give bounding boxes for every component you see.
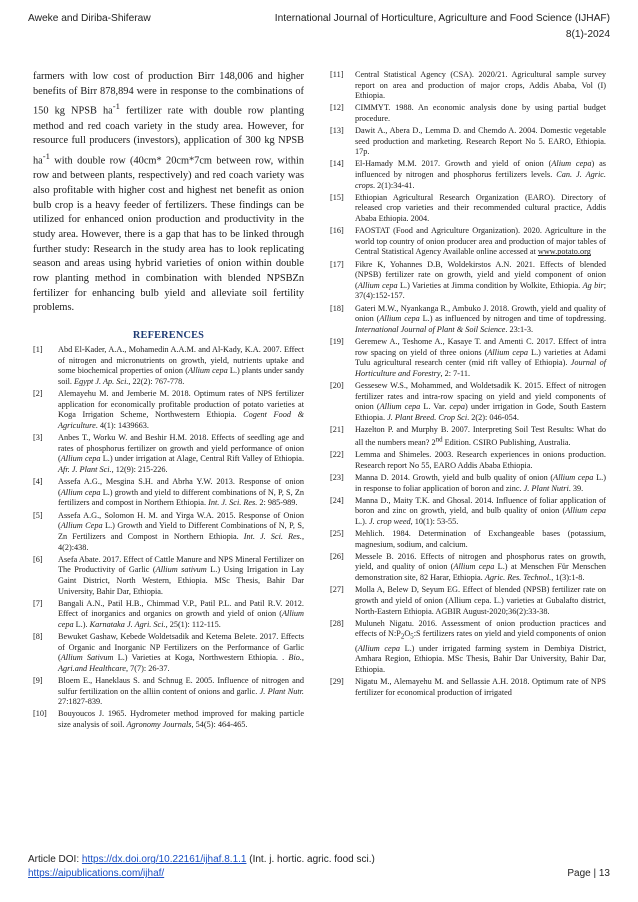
- reference-item: [33, 709, 304, 730]
- reference-item: [330, 126, 606, 158]
- reference-item: [330, 159, 606, 191]
- reference-item: [33, 389, 304, 432]
- reference-text: Ethiopian Agricultural Research Organization (EARO). Directory of released crop varieties and their recommended cultural practice, Addis Ababa Ethiopia. 2004.: [355, 192, 606, 224]
- reference-item: [330, 677, 606, 698]
- reference-item: [33, 433, 304, 476]
- reference-item: [33, 555, 304, 598]
- footer-doi-label: Article DOI:: [28, 854, 82, 865]
- reference-number: [9]: [33, 675, 43, 685]
- reference-number: [26]: [330, 551, 344, 561]
- reference-text: Hazelton P. and Murphy B. 2007. Interpreting Soil Test Results: What do all the numbers mean? 2nd Edition. CSIRO Publishing, Australia.: [355, 424, 606, 448]
- reference-text: Manna D. 2014. Growth, yield and bulb quality of onion (Allium cepa L.) in response to foliar application of boron and zinc. J. Plant Nutri. 39.: [355, 473, 606, 493]
- reference-text: Bewuket Gashaw, Kebede Woldetsadik and Ketema Belete. 2017. Effects of Organic and Inorganic NP Fertilizers on the Performance of Garlic (Allium Sativum L.) Varieties at Koga, Northwestern Ethiopia. . Bio., Agri.and Healthcare, 7(7): 26-37.: [58, 631, 304, 673]
- reference-number: [27]: [330, 585, 344, 595]
- reference-number: [14]: [330, 159, 344, 169]
- reference-number: [17]: [330, 259, 344, 269]
- reference-number: [11]: [330, 70, 344, 79]
- reference-text: Assefa A.G., Solomon H. M. and Yirga W.A. 2015. Response of Onion (Allium Cepa L.) Growth and Yield to Different Combinations of N, P, S, Zn Fertilizers and Compost in Northern Ethiopia. Int. J. Sci. Res., 4(2):438.: [58, 510, 305, 552]
- reference-item: [330, 226, 606, 258]
- reference-text: El-Hamady M.M. 2017. Growth and yield of onion (Alium cepa) as influenced by nitrogen and phosphorus fertilizers levels. Can. J. Agric. crops. 2(1):34-41.: [355, 159, 607, 190]
- reference-text: Anbes T., Worku W. and Beshir H.M. 2018. Effects of seedling age and rates of phosphorus fertilizer on growth and yield performance of onion (Allium cepa L.) under irrigation at Alage, Central Rift Valley of Ethiopia. Afr. J. Plant Sci., 12(9): 215-226.: [58, 433, 305, 475]
- reference-text: Central Statistical Agency (CSA). 2020/21. Agricultural sample survey report on area and production of major crops, Addis Ababa, Vol (I) Ethiopia.: [355, 70, 606, 101]
- page-number: Page | 13: [567, 868, 610, 879]
- reference-item: [33, 511, 304, 554]
- right-column: [330, 70, 606, 700]
- reference-text: Molla A, Belew D, Seyum EG. Effect of blended (NPSB) fertilizer rate on growth and yield of onion (Allium cepa. L.) varieties at Gubalafto district, North-Eastern Ethiopia. AGBIR August-2020;36(2):33-38.: [355, 585, 606, 616]
- reference-text: Asefa Abate. 2017. Effect of Cattle Manure and NPS Mineral Fertilizer on The Productivity of Garlic (Allium sativum L.) Using Irrigation in Lay Gaint District, North Western, Ethiopia. MSc Thesis, Bahir Dar University, Bahir Dar, Ethiopia.: [58, 554, 304, 596]
- reference-number: [6]: [33, 554, 43, 564]
- reference-item: [330, 337, 606, 380]
- reference-number: [15]: [330, 192, 344, 202]
- reference-item: [330, 529, 606, 550]
- reference-number: [25]: [330, 529, 344, 539]
- reference-text: FAOSTAT (Food and Agriculture Organization). 2020. Agriculture in the world top country of onion producer area and production of major tables of Central Statistical Agency Available online accessed at www.potato.org: [355, 226, 606, 257]
- reference-text: Fikre K, Yohannes D.B, Woldekirstos A.N. 2021. Effects of blended (NPSB) fertilizer rate on growth, yield and yield component of onion (Allium cepa L.) Varieties at Jimma condition by Wolkite, Ethiopia. Ag bir; 37(4):152-157.: [355, 259, 606, 301]
- reference-item: [330, 585, 606, 617]
- reference-text: Abd El-Kader, A.A., Mohamedin A.A.M. and Al-Kady, K.A. 2007. Effect of nitrogen and micronutrients on growth, yield, nutrients uptake and some biochemical properties of onion (Allium cepa L.) plants under sandy soil. Egypt J. Ap. Sci., 22(2): 767-778.: [58, 345, 304, 387]
- reference-number: [21]: [330, 424, 344, 434]
- reference-item: [330, 619, 606, 676]
- reference-number: [24]: [330, 495, 344, 505]
- reference-text: Nigatu M., Alemayehu M. and Sellassie A.H. 2018. Optimum rate of NPS fertilizer for economical production of irrigated: [355, 676, 606, 697]
- header-journal: International Journal of Horticulture, Agriculture and Food Science (IJHAF): [274, 13, 610, 24]
- doi-link[interactable]: https://dx.doi.org/10.22161/ijhaf.8.1.1: [81, 854, 247, 865]
- header-authors: Aweke and Diriba-Shiferaw: [28, 13, 151, 24]
- reference-text: Messele B. 2016. Effects of nitrogen and phosphorus rates on growth, yield, and quality of onion (Allium cepa L.) at Menschen Für Menschen demonstration site, 82 Harar, Ethiopia. Agric. Res. Technol., 1(3):1-8.: [355, 551, 607, 583]
- reference-item: [330, 304, 606, 336]
- reference-number: [13]: [330, 126, 344, 136]
- left-column: [33, 70, 304, 732]
- reference-number: [19]: [330, 336, 344, 346]
- reference-item: [33, 599, 304, 631]
- reference-number: [8]: [33, 631, 43, 641]
- reference-text: Assefa A.G., Mesgina S.H. and Abrha Y.W. 2013. Response of onion (Allium cepa L.) growth and yield to different combinations of N, P, S, Zn fertilizers and compost in Northern Ethiopia. Int. J. Sci. Res. 2: 985-989.: [58, 477, 304, 508]
- reference-text: CIMMYT. 1988. An economic analysis done by using partial budget procedure.: [355, 103, 606, 124]
- reference-text: Mehlich. 1984. Determination of Exchangeable bases (potassium, magnesium, sodium, and calcium.: [355, 529, 606, 549]
- reference-number: [3]: [33, 433, 43, 443]
- reference-text: Alemayehu M. and Jemberie M. 2018. Optimum rates of NPS fertilizer application for economically profitable production of potato varieties at Koga Irrigation Scheme, Northwestern Ethiopia. Cogent Food & Agriculture. 4(1): 1439663.: [58, 389, 304, 431]
- reference-number: [29]: [330, 676, 344, 686]
- reference-item: [330, 425, 606, 449]
- reference-item: [330, 450, 606, 471]
- reference-list-right: [330, 70, 606, 698]
- references-heading: REFERENCES: [132, 330, 205, 342]
- reference-number: [12]: [330, 103, 344, 113]
- reference-number: [10]: [33, 709, 47, 719]
- reference-number: [28]: [330, 618, 344, 628]
- reference-item: [33, 632, 304, 675]
- reference-text: Manna D., Maity T.K. and Ghosal. 2014. Influence of foliar application of boron and zinc on growth, yield, and bulb quality of onion (Allium cepa L.). J. crop weed, 10(1): 53-55.: [355, 495, 607, 527]
- reference-item: [330, 103, 606, 124]
- reference-number: [2]: [33, 389, 43, 399]
- reference-item: [330, 381, 606, 424]
- reference-text: Geremew A., Teshome A., Kasaye T. and Amenti C. 2017. Effect of intra row spacing on yield of three onions (Allium cepa L.) varieties at Adami Tulu agricultural research center (mid rift valley of Ethiopia). Journal of Horticulture and Forestry, 2: 7-11.: [355, 336, 606, 378]
- reference-item: [330, 552, 606, 584]
- reference-item: [33, 477, 304, 509]
- reference-item: [33, 676, 304, 708]
- reference-number: [4]: [33, 477, 43, 487]
- reference-text: Bangali A.N., Patil H.B., Chimmad V.P., Patil P.L. and Patil R.V. 2012. Effect of inorganics and organics on growth and yield of onion (Allium cepa L.). Karnataka J. Agri. Sci., 25(1): 112-115.: [58, 598, 304, 629]
- reference-item: [330, 496, 606, 528]
- reference-text: Bloem E., Haneklaus S. and Schnug E. 2005. Influence of nitrogen and sulfur fertilization on the alliin content of onions and garlic. J. Plant Nutr. 27:1827-839.: [58, 675, 304, 707]
- reference-number: [16]: [330, 226, 344, 236]
- reference-text: Gessesew W.S., Mohammed, and Woldetsadik K. 2015. Effect of nitrogen fertilizer rates and intra-row spacing on yield and yield components of onion (Allium cepa L. Var. cepa) under irrigation in Gode, South Eastern Ethiopia. J. Plant Breed. Crop Sci. 2(2): 046-054.: [355, 380, 607, 422]
- reference-number: [1]: [33, 345, 43, 355]
- reference-item: [330, 193, 606, 225]
- footer-doi-line: [28, 853, 610, 867]
- reference-number: [7]: [33, 598, 43, 608]
- reference-list-left: [33, 345, 304, 730]
- reference-number: [22]: [330, 450, 344, 460]
- page-footer: [28, 853, 610, 881]
- reference-text: Bouyoucos J. 1965. Hydrometer method improved for making particle size analysis of soil. Agronomy Journals, 54(5): 464-465.: [58, 709, 304, 729]
- reference-text: Lemma and Shimeles. 2003. Research experiences in onions production. Research report No 55, EARO Addis Ababa Ethiopia.: [355, 450, 606, 471]
- reference-number: [18]: [330, 303, 344, 313]
- reference-item: [33, 345, 304, 388]
- reference-item: [330, 260, 606, 303]
- journal-site-link[interactable]: https://aipublications.com/ijhaf/: [28, 868, 165, 879]
- body-paragraph: farmers with low cost of production Birr 148,006 and higher benefits of Birr 878,894 were in response to the combinations of 150 kg NPSB $ha^{-1}$ fertilizer rate with double row planting method and red coach variety in the study area. However, for resource full producers (investors), application of 300 kg NPSB $ha^{-1}$ with double row (40cm* 20cm*7cm between row, within row and between plants, respectively) and red coach variety was also profitable with higher cost and highest net benefit as onion bulb crop is a heavy feeder of fertilizers. These findings can be utilized for enhanced onion production and productivity in the study area. However, there is a gap that has to be linked through further study: Research in the study area has to look replicating season and areas using hybrid varieties of onion within double row planting method in combination with blended NPSBZn fertilizer for enhancing bulb yield and alleviate soil fertility problems.: [33, 71, 304, 314]
- reference-item: [330, 70, 606, 102]
- reference-text: Dawit A., Abera D., Lemma D. and Chemdo A. 2004. Domestic vegetable seed production and marketing. Research Report No 5. EARO, Ethiopia. 17p.: [355, 126, 606, 157]
- footer-site-line: [28, 867, 610, 881]
- reference-item: [330, 473, 606, 494]
- reference-number: [23]: [330, 473, 344, 483]
- footer-doi-suffix: (Int. j. hortic. agric. food sci.): [246, 854, 375, 865]
- reference-number: [5]: [33, 510, 43, 520]
- reference-text: Muluneh Nigatu. 2016. Assessment of onion production practices and effects of $N:P_2O_5:S$ fertilizers rates on yield and yield components of onion (Allium cepa L.) under irrigated farming system in Dembiya District, Amhara Region, Ethiopia. MSc Thesis, Bahir Dar University, Bahir Dar, Ethiopia.: [355, 618, 607, 674]
- header-issue: 8(1)-2024: [565, 29, 610, 40]
- reference-number: [20]: [330, 380, 344, 390]
- reference-text: Gateri M.W., Nyankanga R., Ambuko J. 2018. Growth, yield and quality of onion (Allium cepa L.) as influenced by nitrogen and time of topdressing. International Journal of Plant & Soil Science. 23:1-3.: [355, 303, 607, 334]
